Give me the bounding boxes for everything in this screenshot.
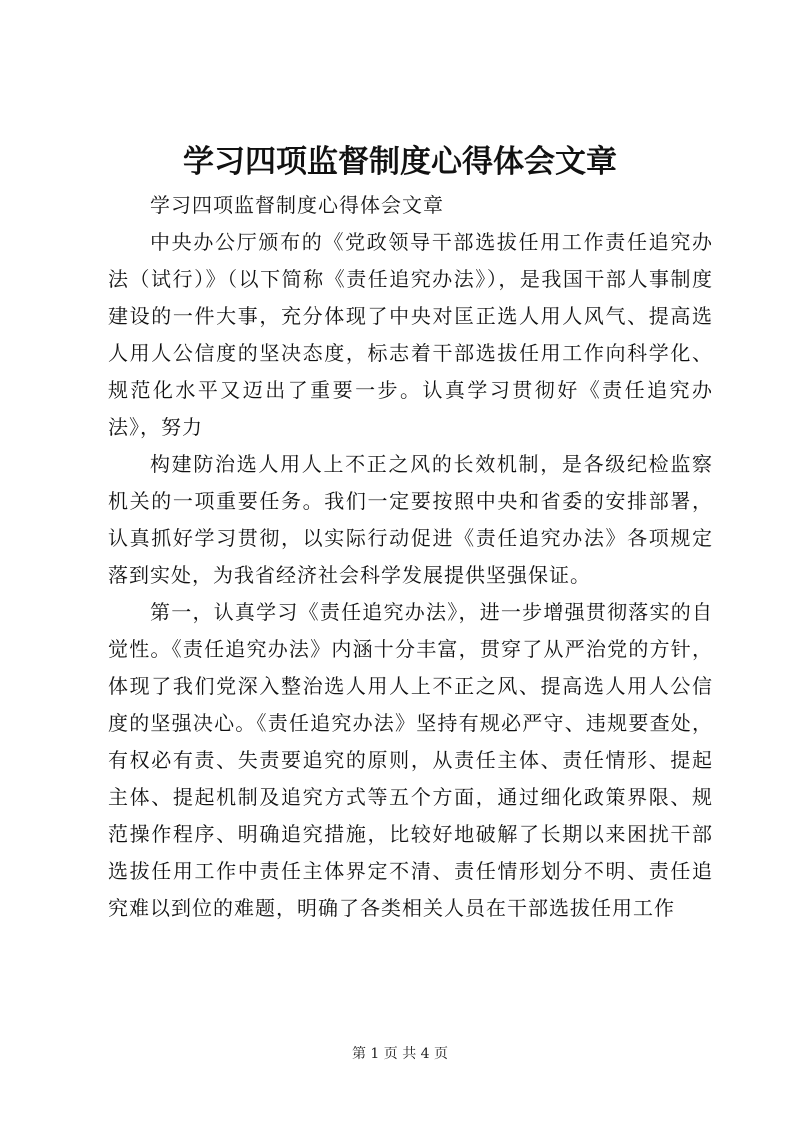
paragraph-1: 中央办公厅颁布的《党政领导干部选拔任用工作责任追究办法（试行）》（以下简称《责任追究办法》），是我国干部人事制度建设的一件大事，充分体现了中央对匡正选人用人风气、提高选人用人公信度的坚决态度，标志着干部选拔任用工作向科学化、规范化水平又迈出了重要一步。认真学习贯彻好《责任追究办法》，努力 [108, 230, 713, 439]
paragraph-subtitle: 学习四项监督制度心得体会文章 [150, 193, 444, 217]
paragraph-2: 构建防治选人用人上不正之风的长效机制，是各级纪检监察机关的一项重要任务。我们一定要按照中央和省委的安排部署，认真抓好学习贯彻，以实际行动促进《责任追究办法》各项规定落到实处，为我省经济社会科学发展提供坚强保证。 [108, 452, 713, 587]
document-body [108, 187, 713, 927]
paragraph-3: 第一，认真学习《责任追究办法》，进一步增强贯彻落实的自觉性。《责任追究办法》内涵十分丰富，贯穿了从严治党的方针，体现了我们党深入整治选人用人上不正之风、提高选人用人公信度的坚强决心。《责任追究办法》坚持有规必严守、违规要查处，有权必有责、失责要追究的原则，从责任主体、责任情形、提起主体、提起机制及追究方式等五个方面，通过细化政策界限、规范操作程序、明确追究措施，比较好地破解了长期以来困扰干部选拔任用工作中责任主体界定不清、责任情形划分不明、责任追究难以到位的难题，明确了各类相关人员在干部选拔任用工作 [108, 600, 713, 920]
page-footer: 第 1 页 共 4 页 [351, 1046, 449, 1062]
document-title: 学习四项监督制度心得体会文章 [183, 144, 617, 180]
